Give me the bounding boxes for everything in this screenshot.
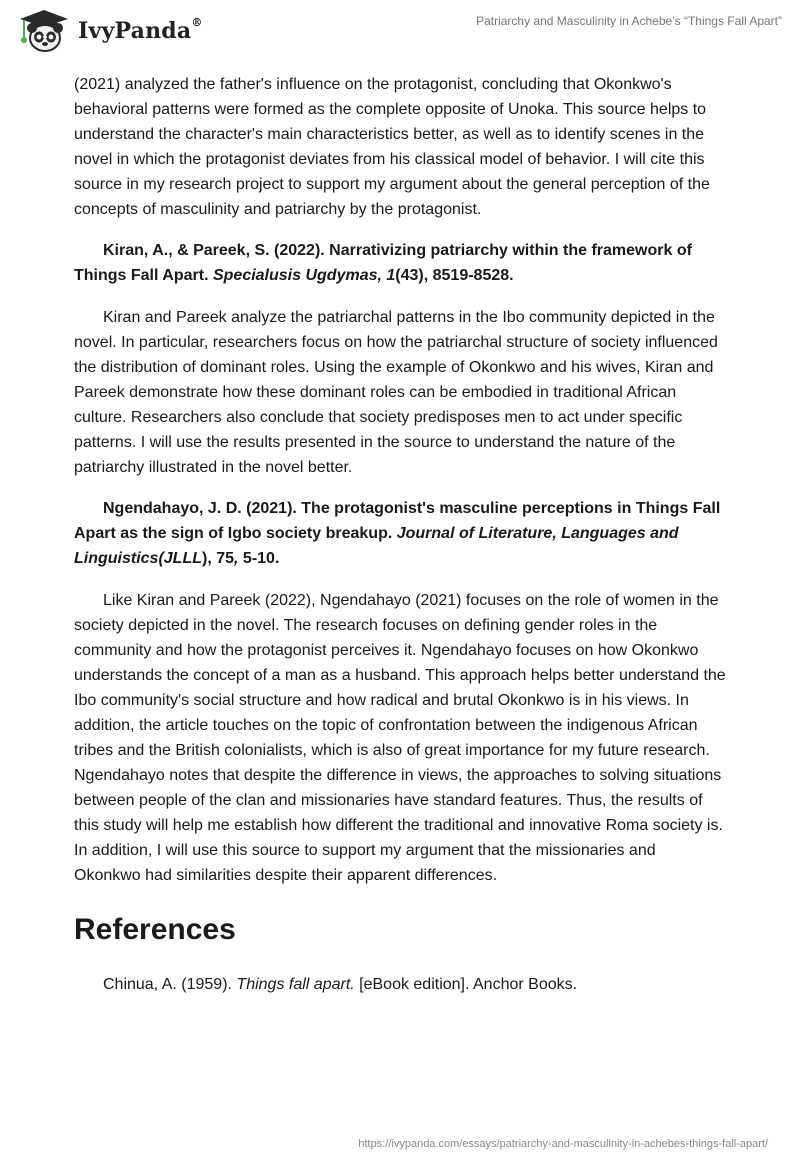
references-heading: References xyxy=(74,913,236,946)
paragraph-kiran: Kiran and Pareek analyze the patriarchal patterns in the Ibo community depicted in the novel. In particular, researchers focus on how the patriarchal structure of society influenced the distribution of dominant roles. Using the example of Okonkwo and his wives, Kiran and Pareek demonstrate how these dominant roles can be embodied in traditional African culture. Researchers also conclude that society predisposes men to act under specific patterns. I will use the results presented in the source to understand the nature of the patriarchy illustrated in the novel better. xyxy=(74,309,718,476)
brand-name: IvyPanda® xyxy=(78,16,203,44)
citation-kiran: Kiran, A., & Pareek, S. (2022). Narrativizing patriarchy within the framework of Things Fall Apart. Specialusis Ugdymas, 1(43), 8519-8528. xyxy=(74,242,692,284)
document-title: Patriarchy and Masculinity in Achebe’s “Things Fall Apart” xyxy=(476,14,782,28)
essay-body xyxy=(74,72,726,997)
citation-ngendahayo: Ngendahayo, J. D. (2021). The protagonist's masculine perceptions in Things Fall Apart as the sign of Igbo society breakup. Journal of Literature, Languages and Linguistics(JLLL), 75, 5-10. xyxy=(74,500,721,567)
paragraph-intro: (2021) analyzed the father's influence on the protagonist, concluding that Okonkwo's behavioral patterns were formed as the complete opposite of Unoka. This source helps to understand the character's main characteristics better, as well as to identify scenes in the novel in which the protagonist deviates from his classical model of behavior. I will cite this source in my research project to support my argument about the general perception of the concepts of masculinity and patriarchy by the protagonist. xyxy=(74,76,710,218)
brand-logo[interactable] xyxy=(16,8,203,54)
reference-entry: Chinua, A. (1959). Things fall apart. [eBook edition]. Anchor Books. xyxy=(103,976,578,993)
paragraph-ngendahayo: Like Kiran and Pareek (2022), Ngendahayo (2021) focuses on the role of women in the society depicted in the novel. The research focuses on defining gender roles in the community and how the protagonist perceives it. Ngendahayo focuses on how Okonkwo understands the concept of a man as a husband. This approach helps better understand the Ibo community's social structure and how radical and brutal Okonkwo is in his views. In addition, the article touches on the topic of confrontation between the indigenous African tribes and the British colonialists, which is also of great importance for my future research. Ngendahayo notes that despite the difference in views, the approaches to solving situations between people of the clan and missionaries have standard features. Thus, the results of this study will help me establish how different the traditional and innovative Roma society is. In addition, I will use this source to support my argument that the missionaries and Okonkwo had similarities despite their apparent differences. xyxy=(74,592,726,884)
panda-graduate-icon xyxy=(16,8,72,54)
source-url[interactable]: https://ivypanda.com/essays/patriarchy-and-masculinity-in-achebes-things-fall-apart/ xyxy=(358,1138,768,1150)
page-header xyxy=(0,0,800,70)
